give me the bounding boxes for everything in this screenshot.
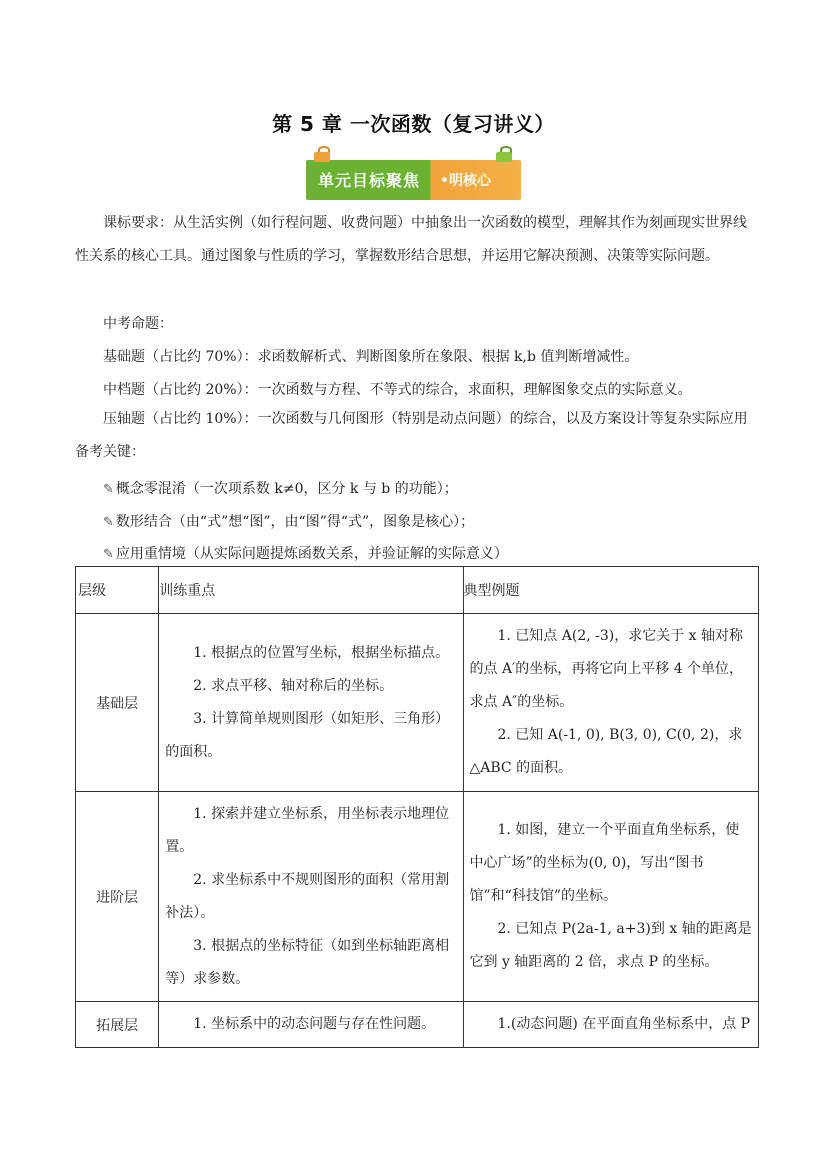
exam-heading: 中考命题： bbox=[103, 316, 173, 332]
header-level: 层级 bbox=[76, 567, 159, 614]
gift-tag-icon bbox=[314, 146, 330, 162]
tip-item bbox=[103, 478, 458, 498]
focus-item: 3. 根据点的坐标特征（如到坐标轴距离相等）求参数。 bbox=[165, 937, 450, 987]
section-banner bbox=[306, 160, 521, 200]
tip-item bbox=[103, 511, 474, 531]
table-row bbox=[76, 792, 759, 1002]
training-table bbox=[75, 566, 759, 1048]
header-examples: 典型例题 bbox=[463, 567, 759, 614]
exam-medium: 中档题（占比约 20%）：一次函数与方程、不等式的综合，求面积，理解图象交点的实际意义。 bbox=[103, 382, 692, 398]
focus-item: 3. 计算简单规则图形（如矩形、三角形）的面积。 bbox=[165, 710, 450, 760]
exam-basic: 基础题（占比约 70%）：求函数解析式、判断图象所在象限、根据 k,b 值判断增减性。 bbox=[103, 349, 639, 365]
row-examples bbox=[463, 1002, 759, 1048]
exam-hard: 压轴题（占比约 10%）：一次函数与几何图形（特别是动点问题）的综合，以及方案设计等复杂实际应用备考关键： bbox=[75, 411, 748, 460]
page-title: 第 5 章 一次函数（复习讲义） bbox=[272, 112, 555, 136]
table-row bbox=[76, 1002, 759, 1048]
tip-item bbox=[103, 543, 508, 563]
tip-text: 应用重情境（从实际问题提炼函数关系，并验证解的实际意义） bbox=[115, 546, 508, 562]
example-item: 1. 如图，建立一个平面直角坐标系，使中心广场”的坐标为(0, 0)，写出“图书馆”和“科技馆”的坐标。 bbox=[469, 822, 740, 904]
tip-text: 概念零混淆（一次项系数 k≠0，区分 k 与 b 的功能）； bbox=[115, 481, 458, 497]
focus-item: 1. 根据点的位置写坐标，根据坐标描点。 bbox=[193, 644, 450, 661]
check-icon: ✎ bbox=[103, 515, 114, 530]
row-level: 拓展层 bbox=[76, 1002, 159, 1048]
focus-item: 1. 探索并建立坐标系，用坐标表示地理位置。 bbox=[165, 805, 450, 855]
banner-label: 单元目标聚焦 bbox=[318, 171, 421, 190]
example-item: 1.(动态问题) 在平面直角坐标系中，点 P bbox=[497, 1016, 751, 1032]
table-row bbox=[76, 614, 759, 792]
focus-item: 1. 坐标系中的动态问题与存在性问题。 bbox=[193, 1016, 436, 1032]
banner-sublabel: •明核心 bbox=[440, 173, 491, 189]
row-examples bbox=[463, 614, 759, 792]
row-focus bbox=[159, 614, 463, 792]
row-level: 基础层 bbox=[76, 614, 159, 792]
example-item: 2. 已知点 P(2a-1, a+3)到 x 轴的距离是它到 y 轴距离的 2 倍，求点 P 的坐标。 bbox=[469, 921, 752, 970]
table-header-row bbox=[76, 567, 759, 614]
row-level: 进阶层 bbox=[76, 792, 159, 1002]
gift-tag-icon bbox=[496, 146, 512, 162]
row-focus bbox=[159, 792, 463, 1002]
row-focus bbox=[159, 1002, 463, 1048]
check-icon: ✎ bbox=[103, 547, 114, 562]
focus-item: 2. 求点平移、轴对称后的坐标。 bbox=[193, 677, 394, 694]
header-focus: 训练重点 bbox=[159, 567, 463, 614]
example-item: 2. 已知 A(-1, 0), B(3, 0), C(0, 2)，求△ABC 的面积。 bbox=[469, 727, 743, 776]
example-item: 1. 已知点 A(2, -3)，求它关于 x 轴对称的点 A′的坐标，再将它向上平移 4 个单位，求点 A″的坐标。 bbox=[469, 628, 744, 710]
focus-item: 2. 求坐标系中不规则图形的面积（常用割补法）。 bbox=[165, 871, 450, 921]
curriculum-requirement: 课标要求：从生活实例（如行程问题、收费问题）中抽象出一次函数的模型，理解其作为刻画现实世界线性关系的核心工具。通过图象与性质的学习，掌握数形结合思想，并运用它解决预测、决策等实际问题。 bbox=[75, 215, 747, 264]
check-icon: ✎ bbox=[103, 482, 114, 497]
row-examples bbox=[463, 792, 759, 1002]
tip-text: 数形结合（由“式”想“图”，由“图”得“式”，图象是核心）； bbox=[115, 514, 475, 530]
